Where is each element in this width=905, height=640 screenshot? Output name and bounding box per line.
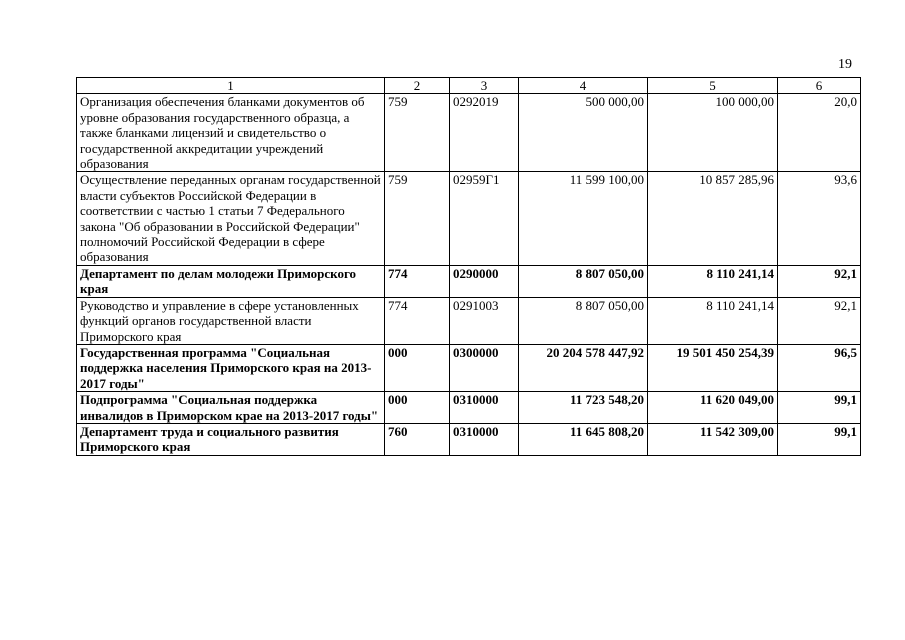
row-name: Организация обеспечения бланками документов об уровне образования государственного образца, а также бланками лицензий и свидетельство о государственной аккредитации учреждений образования bbox=[77, 94, 385, 172]
header-row bbox=[77, 78, 861, 94]
row-csr: 0290000 bbox=[450, 265, 519, 297]
table-row bbox=[77, 423, 861, 455]
header-cell-3: 3 bbox=[450, 78, 519, 94]
row-csr: 0310000 bbox=[450, 392, 519, 424]
row-fact: 10 857 285,96 bbox=[648, 172, 778, 265]
row-code: 760 bbox=[385, 423, 450, 455]
row-fact: 11 620 049,00 bbox=[648, 392, 778, 424]
row-csr: 02959Г1 bbox=[450, 172, 519, 265]
header-cell-1: 1 bbox=[77, 78, 385, 94]
table-row bbox=[77, 297, 861, 344]
table-row bbox=[77, 94, 861, 172]
header-cell-6: 6 bbox=[778, 78, 861, 94]
row-name: Руководство и управление в сфере установленных функций органов государственной власти Приморского края bbox=[77, 297, 385, 344]
row-csr: 0310000 bbox=[450, 423, 519, 455]
row-percent: 93,6 bbox=[778, 172, 861, 265]
table-row bbox=[77, 265, 861, 297]
row-name: Департамент труда и социального развития Приморского края bbox=[77, 423, 385, 455]
row-fact: 100 000,00 bbox=[648, 94, 778, 172]
budget-table bbox=[76, 77, 861, 456]
row-name: Государственная программа "Социальная поддержка населения Приморского края на 2013-2017 годы" bbox=[77, 344, 385, 391]
row-plan: 11 723 548,20 bbox=[519, 392, 648, 424]
row-code: 000 bbox=[385, 392, 450, 424]
row-percent: 99,1 bbox=[778, 392, 861, 424]
row-name: Подпрограмма "Социальная поддержка инвалидов в Приморском крае на 2013-2017 годы" bbox=[77, 392, 385, 424]
row-fact: 8 110 241,14 bbox=[648, 297, 778, 344]
table-row bbox=[77, 344, 861, 391]
table-row bbox=[77, 392, 861, 424]
header-cell-4: 4 bbox=[519, 78, 648, 94]
row-plan: 11 645 808,20 bbox=[519, 423, 648, 455]
row-code: 774 bbox=[385, 265, 450, 297]
page-number: 19 bbox=[838, 57, 852, 72]
row-plan: 20 204 578 447,92 bbox=[519, 344, 648, 391]
row-percent: 96,5 bbox=[778, 344, 861, 391]
row-percent: 20,0 bbox=[778, 94, 861, 172]
row-csr: 0291003 bbox=[450, 297, 519, 344]
row-plan: 500 000,00 bbox=[519, 94, 648, 172]
row-percent: 92,1 bbox=[778, 265, 861, 297]
row-percent: 92,1 bbox=[778, 297, 861, 344]
row-plan: 11 599 100,00 bbox=[519, 172, 648, 265]
header-cell-2: 2 bbox=[385, 78, 450, 94]
row-fact: 8 110 241,14 bbox=[648, 265, 778, 297]
row-code: 759 bbox=[385, 172, 450, 265]
header-cell-5: 5 bbox=[648, 78, 778, 94]
row-csr: 0292019 bbox=[450, 94, 519, 172]
row-code: 774 bbox=[385, 297, 450, 344]
row-name: Департамент по делам молодежи Приморского края bbox=[77, 265, 385, 297]
row-code: 000 bbox=[385, 344, 450, 391]
row-percent: 99,1 bbox=[778, 423, 861, 455]
row-plan: 8 807 050,00 bbox=[519, 265, 648, 297]
row-code: 759 bbox=[385, 94, 450, 172]
row-csr: 0300000 bbox=[450, 344, 519, 391]
table-row bbox=[77, 172, 861, 265]
row-fact: 11 542 309,00 bbox=[648, 423, 778, 455]
row-plan: 8 807 050,00 bbox=[519, 297, 648, 344]
row-fact: 19 501 450 254,39 bbox=[648, 344, 778, 391]
row-name: Осуществление переданных органам государственной власти субъектов Российской Федерации в соответствии с частью 1 статьи 7 Федерального закона "Об образовании в Российской Федерации" полномочий Российской Федерации в сфере образования bbox=[77, 172, 385, 265]
